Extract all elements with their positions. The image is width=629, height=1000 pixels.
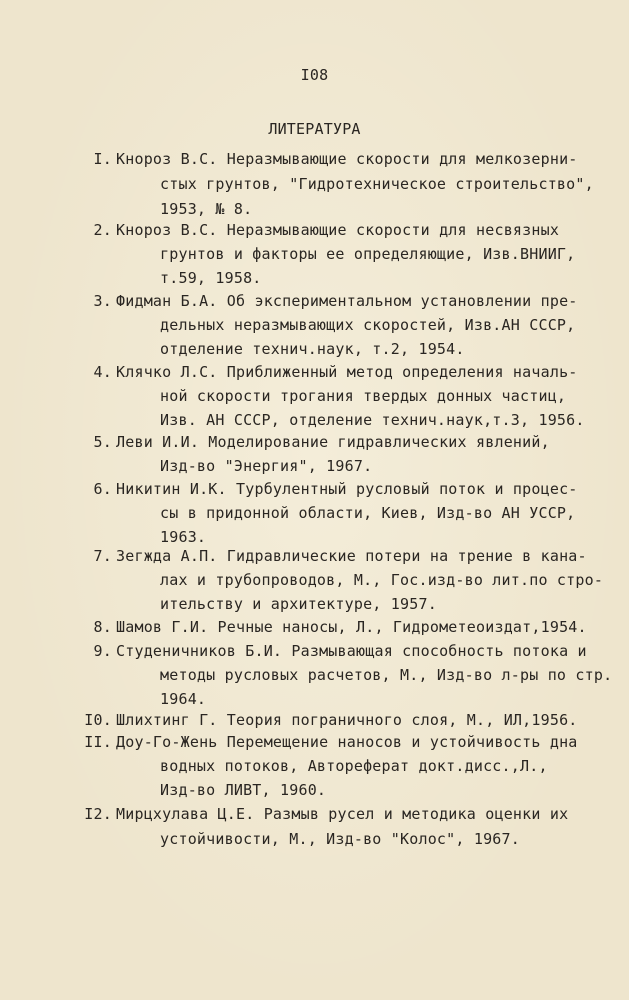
reference-line: Фидман Б.А. Об экспериментальном установлении пре- [116,292,578,310]
reference-line: Изд-во "Энергия", 1967. [160,457,373,475]
reference-line: водных потоков, Автореферат докт.дисс.,Л., [160,757,548,775]
page-title: ЛИТЕРАТУРА [268,120,361,138]
reference-line: методы русловых расчетов, М., Изд-во л-ры по стр. [160,666,613,684]
reference-number: 6. [93,480,112,498]
reference-number: 4. [93,363,112,381]
reference-line: Кнороз В.С. Неразмывающие скорости для мелкозерни- [116,150,578,168]
reference-line: Изв. АН СССР, отделение технич.наук,т.3, 1956. [160,411,585,429]
reference-line: стых грунтов, "Гидротехническое строительство", [160,175,594,193]
reference-line: Зегжда А.П. Гидравлические потери на трение в кана- [116,547,587,565]
reference-number: 3. [93,292,112,310]
reference-line: лах и трубопроводов, М., Гос.изд-во лит.по стро- [160,571,604,589]
reference-number: 8. [93,618,112,636]
reference-number: I0. [84,711,112,729]
reference-line: 1963. [160,528,207,546]
reference-line: Студеничников Б.И. Размывающая способность потока и [116,642,587,660]
reference-number: II. [84,733,112,751]
reference-line: Доу-Го-Жень Перемещение наносов и устойчивость дна [116,733,578,751]
reference-line: Мирцхулава Ц.Е. Размыв русел и методика оценки их [116,805,569,823]
reference-line: 1964. [160,690,207,708]
reference-number: 7. [93,547,112,565]
page-number: I08 [300,66,329,84]
reference-line: Леви И.И. Моделирование гидравлических явлений, [116,433,550,451]
reference-number: 5. [93,433,112,451]
reference-line: грунтов и факторы ее определяющие, Изв.ВНИИГ, [160,245,576,263]
reference-number: I. [93,150,112,168]
reference-line: устойчивости, М., Изд-во "Колос", 1967. [160,830,520,848]
reference-line: дельных неразмывающих скоростей, Изв.АН СССР, [160,316,576,334]
reference-line: Изд-во ЛИВТ, 1960. [160,781,327,799]
reference-line: Клячко Л.С. Приближенный метод определения началь- [116,363,578,381]
reference-line: т.59, 1958. [160,269,262,287]
reference-line: 1953, № 8. [160,200,253,218]
reference-line: ительству и архитектуре, 1957. [160,595,437,613]
reference-number: 2. [93,221,112,239]
reference-line: отделение технич.наук, т.2, 1954. [160,340,465,358]
reference-number: I2. [84,805,112,823]
reference-line: Шамов Г.И. Речные наносы, Л., Гидрометеоиздат,1954. [116,618,587,636]
reference-line: Никитин И.К. Турбулентный русловый поток и процес- [116,480,578,498]
reference-number: 9. [93,642,112,660]
reference-line: сы в придонной области, Киев, Изд-во АН УССР, [160,504,576,522]
reference-line: Шлихтинг Г. Теория пограничного слоя, М., ИЛ,1956. [116,711,578,729]
reference-line: Кнороз В.С. Неразмывающие скорости для несвязных [116,221,560,239]
reference-line: ной скорости трогания твердых донных частиц, [160,387,567,405]
